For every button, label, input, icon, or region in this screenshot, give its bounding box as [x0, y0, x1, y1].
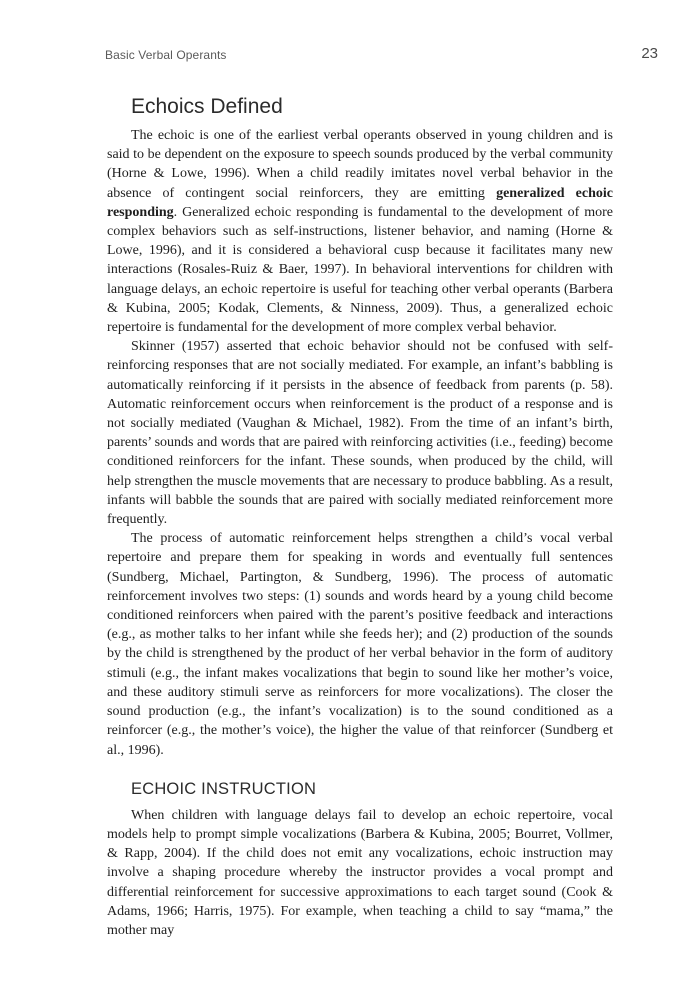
running-head: Basic Verbal Operants	[105, 48, 227, 62]
subsection-heading: ECHOIC INSTRUCTION	[131, 779, 317, 798]
section-heading: Echoics Defined	[131, 95, 283, 118]
paragraph-1-text-a: The echoic is one of the earliest verbal operants observed in young children and is said to be dependent on the exposure to speech sounds produced by the verbal community (Horne & Lowe, 1996). When a child readily imitates novel verbal behavior in the absence of contingent social reinforcers, they are emitting	[107, 128, 613, 201]
paragraph-1-text-b: . Generalized echoic responding is fundamental to the development of more complex behaviors such as self-instructions, listener behavior, and naming (Horne & Lowe, 1996), and it is considered a behavioral cusp because it facilitates many new interactions (Rosales-Ruiz & Baer, 1997). In behavioral interventions for children with language delays, an echoic repertoire is useful for teaching other verbal operants (Barbera & Kubina, 2005; Kodak, Clements, & Ninness, 2009). Thus, a generalized echoic repertoire is fundamental for the development of more complex verbal behavior.	[107, 204, 613, 336]
paragraph-3: The process of automatic reinforcement helps strengthen a child’s vocal verbal repertoire and prepare them for speaking in words and eventually full sentences (Sundberg, Michael, Partington, & Sundberg, 1996). The process of automatic reinforcement involves two steps: (1) sounds and words heard by a young child become conditioned reinforcers when paired with the parent’s positive feedback and interactions (e.g., as mother talks to her infant while she feeds her); and (2) production of the sounds by the child is strengthened by the product of her verbal behavior in the form of auditory stimuli (e.g., the infant makes vocalizations that begin to sound like her mother’s voice, and these auditory stimuli serve as reinforcers for more vocalizations). The closer the sound production (e.g., the infant’s vocalization) is to the sound conditioned as a reinforcer (e.g., the mother’s voice), the higher the value of that reinforcer (Sundberg et al., 1996).	[107, 531, 613, 758]
paragraph-1	[107, 126, 613, 337]
page-body	[107, 92, 613, 940]
paragraph-2: Skinner (1957) asserted that echoic behavior should not be confused with self-reinforcing responses that are not socially mediated. For example, an infant’s babbling is automatically reinforcing if it persists in the absence of feedback from parents (p. 58). Automatic reinforcement occurs when reinforcement is the product of a response and is not socially mediated (Vaughan & Michael, 1982). From the time of an infant’s birth, parents’ sounds and words that are paired with reinforcing activities (i.e., feeding) become conditioned reinforcers for the infant. These sounds, when produced by the child, will help strengthen the muscle movements that are necessary to produce babbling. As a result, infants will babble the sounds that are paired with socially mediated reinforcement more frequently.	[107, 339, 613, 528]
paragraph-4: When children with language delays fail to develop an echoic repertoire, vocal models help to prompt simple vocalizations (Barbera & Kubina, 2005; Bourret, Vollmer, & Rapp, 2004). If the child does not emit any vocalizations, echoic instruction may involve a shaping procedure whereby the instructor provides a vocal prompt and differential reinforcement for successive approximations to each target sound (Cook & Adams, 1966; Harris, 1975). For example, when teaching a child to say “mama,” the mother may	[107, 807, 613, 938]
page-number: 23	[641, 45, 658, 62]
key-term-bold: generalized echoic responding	[107, 185, 613, 220]
